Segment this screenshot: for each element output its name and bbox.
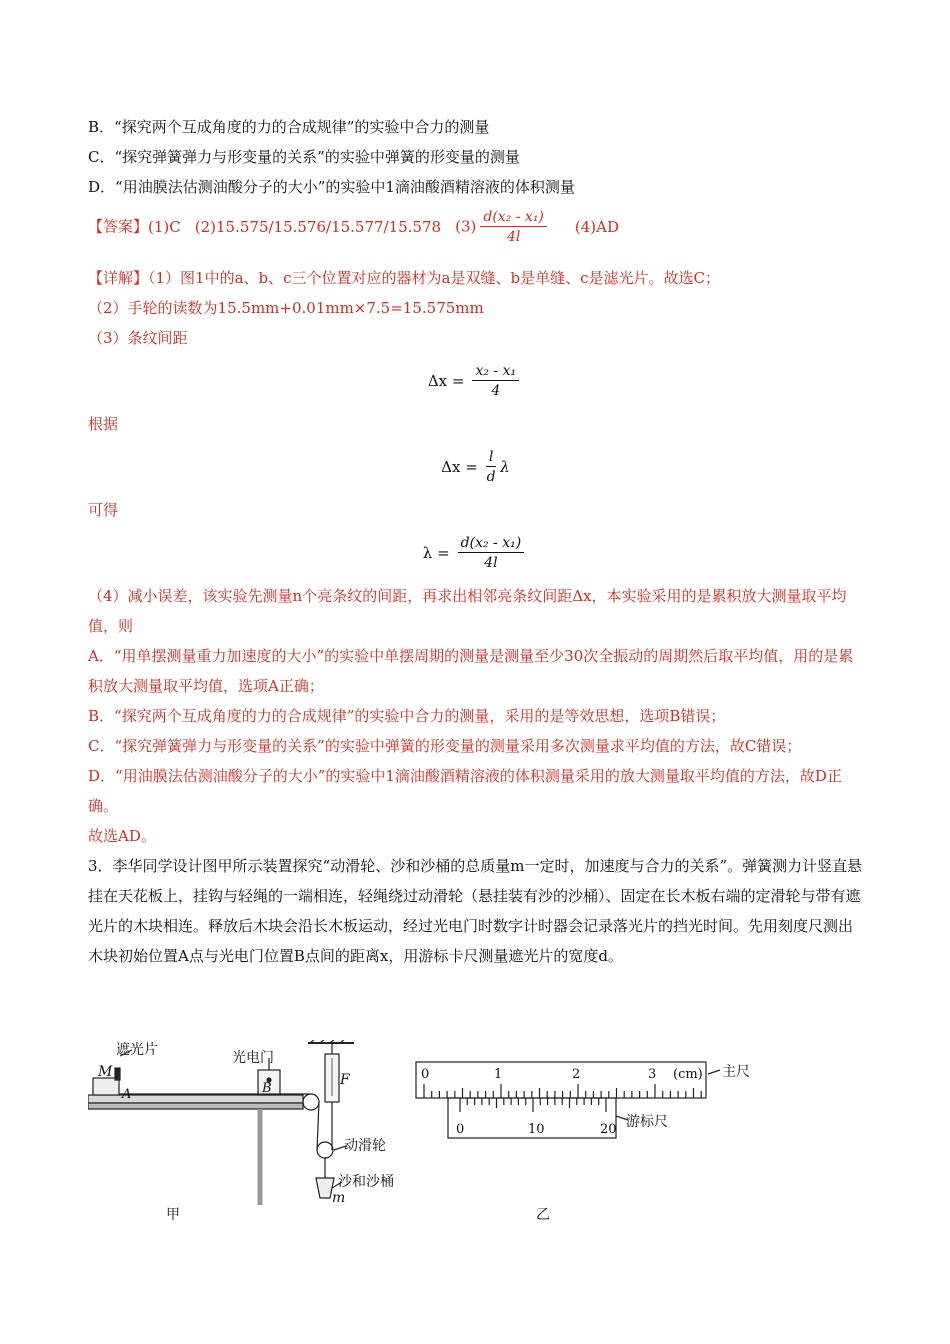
- eq2-denominator: d: [486, 468, 496, 485]
- eq1-denominator: 4: [491, 382, 501, 399]
- equation-2: [88, 439, 863, 495]
- option-d: D．“用油膜法估测油酸分子的大小”的实验中1滴油酸酒精溶液的体积测量: [88, 178, 575, 196]
- figure-svg: [88, 1040, 868, 1230]
- label-f: F: [340, 1072, 350, 1088]
- detail-p1-text: （1）图1中的a、b、c三个位置对应的器材为a是双缝、b是单缝、c是滤光片。故选C；: [148, 269, 720, 287]
- label-mass: m: [332, 1190, 346, 1206]
- moving-pulley: [317, 1142, 333, 1158]
- label-vernier-scale: 游标尺: [626, 1114, 668, 1130]
- detail-label: 【详解】: [88, 269, 149, 287]
- answer-label: 【答案】: [88, 217, 149, 236]
- caption-b: 乙: [536, 1207, 550, 1223]
- label-moving-pulley: 动滑轮: [344, 1138, 386, 1154]
- fixed-pulley: [303, 1094, 319, 1110]
- label-gate: 光电门: [232, 1050, 274, 1066]
- eq3-denominator: 4l: [484, 554, 498, 571]
- answer-3: (3): [455, 217, 477, 236]
- page-content: [88, 112, 863, 971]
- eq1-lhs: Δx =: [427, 372, 465, 390]
- main-pointer: [708, 1070, 720, 1074]
- main-unit: (cm): [673, 1067, 703, 1082]
- eq3-lhs: λ =: [422, 544, 450, 562]
- eq2-numerator: l: [486, 448, 496, 467]
- answer-line: [88, 208, 863, 247]
- shade-piece: [115, 1068, 120, 1080]
- vernier-num-10: 10: [528, 1122, 545, 1137]
- eq2-lhs: Δx =: [441, 458, 478, 476]
- detail-p4: 根据: [88, 415, 119, 433]
- detail-p7: 故选AD。: [88, 827, 156, 845]
- label-a: A: [122, 1087, 132, 1102]
- vernier-scale-ticks: [460, 1098, 606, 1112]
- equation-3: [88, 525, 863, 581]
- equation-1: [88, 353, 863, 409]
- detail-pa: A．“用单摆测量重力加速度的大小”的实验中单摆周期的测量是测量至少30次全振动的周期然后取平均值，用的是累积放大测量取平均值，选项A正确；: [88, 647, 854, 695]
- eq1-numerator: x₂ - x₁: [472, 362, 519, 381]
- main-scale-ticks: [424, 1084, 701, 1098]
- answer-2: (2)15.575/15.576/15.577/15.578: [194, 217, 442, 236]
- main-num-2: 2: [572, 1067, 581, 1082]
- eq3-numerator: d(x₂ - x₁): [458, 534, 525, 553]
- figure-area: [88, 1040, 868, 1230]
- eq2-lambda: λ: [500, 458, 510, 476]
- vernier-num-20: 20: [600, 1122, 617, 1137]
- label-sand-bucket: 沙和沙桶: [338, 1174, 394, 1190]
- string-down: [317, 1102, 319, 1150]
- detail-pb: B．“探究两个互成角度的力的合成规律”的实验中合力的测量，采用的是等效思想，选项B错误；: [88, 707, 726, 725]
- caption-a: 甲: [166, 1207, 180, 1223]
- option-b: B．“探究两个互成角度的力的合成规律”的实验中合力的测量: [88, 118, 490, 136]
- detail-p6: （4）减小误差，该实验先测量n个亮条纹的间距，再求出相邻亮条纹间距Δx，本实验采用的是累积放大测量取平均值，则: [88, 587, 847, 635]
- detail-p1: [88, 263, 863, 293]
- detail-p2: （2）手轮的读数为15.5mm+0.01mm×7.5=15.575mm: [88, 299, 484, 317]
- caliper-labels: [421, 1064, 750, 1137]
- question-3: 3．李华同学设计图甲所示装置探究“动滑轮、沙和沙桶的总质量m一定时，加速度与合力的关系”。弹簧测力计竖直悬挂在天花板上，挂钩与轻绳的一端相连，轻绳绕过动滑轮（悬挂装有沙的沙桶）、固定在长木板右端的定滑轮与带有遮光片的木块相连。释放后木块会沿长木板运动，经过光电门时数字计时器会记录落光片的挡光时间。先用刻度尺测出木块初始位置A点与光电门位置B点间的距离x，用游标卡尺测量遮光片的宽度d。: [88, 857, 863, 965]
- answer-3-denominator: 4l: [506, 229, 521, 245]
- apparatus-diagram: [88, 1040, 354, 1205]
- label-main-scale: 主尺: [722, 1064, 750, 1080]
- answer-4: (4)AD: [574, 217, 620, 236]
- answer-3-numerator: d(x₂ - x₁): [480, 208, 547, 227]
- table-top: [88, 1103, 303, 1109]
- answer-3-fraction: [480, 208, 561, 247]
- main-num-3: 3: [648, 1067, 657, 1082]
- answer-1: (1)C: [148, 217, 181, 236]
- option-c: C．“探究弹簧弹力与形变量的关系”的实验中弹簧的形变量的测量: [88, 148, 520, 166]
- label-m-block: M: [98, 1064, 113, 1080]
- detail-p3: （3）条纹间距: [88, 329, 188, 347]
- detail-p5: 可得: [88, 501, 119, 519]
- detail-pd: D．“用油膜法估测油酸分子的大小”的实验中1滴油酸酒精溶液的体积测量采用的放大测量取平均值的方法，故D正确。: [88, 767, 842, 815]
- main-num-0: 0: [421, 1067, 430, 1082]
- label-shade: 遮光片: [116, 1042, 158, 1058]
- label-b: B: [262, 1081, 272, 1096]
- apparatus-labels: [97, 1041, 394, 1206]
- detail-pc: C．“探究弹簧弹力与形变量的关系”的实验中弹簧的形变量的测量采用多次测量求平均值的方法，故C错误；: [88, 737, 802, 755]
- long-board: [88, 1095, 303, 1103]
- main-num-1: 1: [494, 1067, 503, 1082]
- vernier-num-0: 0: [456, 1122, 465, 1137]
